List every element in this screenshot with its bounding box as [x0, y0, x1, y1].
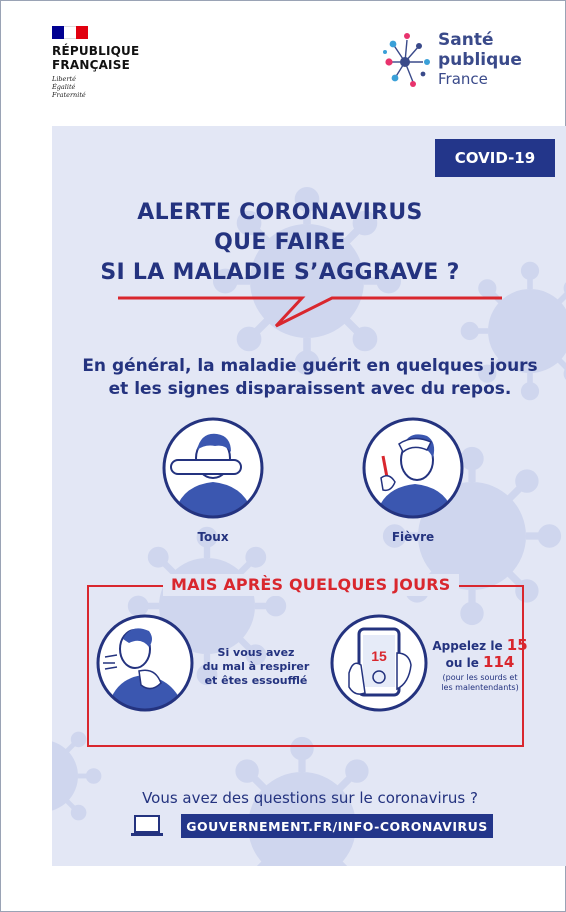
call-prefix-2: ou le: [445, 656, 484, 670]
speech-bubble-underline: [118, 286, 502, 336]
intro-line-2: et les signes disparaissent avec du repos.: [108, 379, 512, 399]
call-line-2: [432, 654, 528, 671]
call-note-line-2: les malentendants): [441, 683, 519, 692]
breathing-line-3: et êtes essoufflé: [204, 674, 308, 687]
info-coronavirus-url[interactable]: GOUVERNEMENT.FR/INFO-CORONAVIRUS: [181, 814, 493, 838]
call-note-line-1: (pour les sourds et: [442, 673, 518, 682]
covid-19-badge: COVID-19: [435, 139, 555, 177]
publique-word: publique: [438, 50, 522, 70]
fievre-label: Fièvre: [391, 530, 435, 544]
headline-line-1: ALERTE CORONAVIRUS: [137, 200, 423, 225]
breathing-line-2: du mal à respirer: [202, 660, 310, 673]
phone-call-icon: [329, 613, 429, 713]
phone-screen-number: 15: [371, 648, 387, 664]
warning-title: MAIS APRÈS QUELQUES JOURS: [163, 574, 459, 596]
call-line-1: [432, 637, 528, 654]
sante-publique-wordmark: [438, 30, 522, 88]
intro-text: [70, 355, 550, 401]
motto-egalite: Égalité: [52, 83, 76, 91]
sante-word: Santé: [438, 30, 494, 50]
toux-label: Toux: [197, 530, 229, 544]
republique-motto: [52, 75, 139, 99]
emergency-number-15: 15: [506, 636, 528, 654]
symptom-toux: [161, 416, 265, 544]
call-emergency-text: [432, 637, 528, 693]
headline-line-2: QUE FAIRE: [214, 230, 346, 255]
breathing-difficulty-text: [200, 646, 312, 688]
republique-francaise-logo: [52, 26, 139, 99]
motto-liberte: Liberté: [52, 75, 76, 83]
fever-person-icon: [361, 416, 465, 520]
breathless-person-icon: [95, 613, 195, 713]
laptop-icon: [130, 814, 164, 838]
intro-line-1: En général, la maladie guérit en quelques jours: [82, 356, 538, 376]
coughing-person-icon: [161, 416, 265, 520]
headline: [60, 198, 500, 288]
call-prefix-1: Appelez le: [432, 639, 507, 653]
republique-line-1: RÉPUBLIQUE: [52, 44, 140, 58]
symptom-fievre: [361, 416, 465, 544]
emergency-number-114: 114: [483, 653, 515, 671]
questions-text: Vous avez des questions sur le coronavirus ?: [142, 789, 478, 807]
call-note: [432, 673, 528, 693]
molecule-network-icon: [383, 24, 433, 94]
headline-line-3: SI LA MALADIE S’AGGRAVE ?: [100, 260, 460, 285]
republique-line-2: FRANÇAISE: [52, 58, 130, 72]
france-word: France: [438, 70, 488, 88]
breathing-line-1: Si vous avez: [217, 646, 295, 659]
republique-title: [52, 44, 139, 72]
french-flag-icon: [52, 26, 88, 39]
sante-publique-france-logo: [383, 24, 533, 94]
motto-fraternite: Fraternité: [52, 91, 86, 99]
